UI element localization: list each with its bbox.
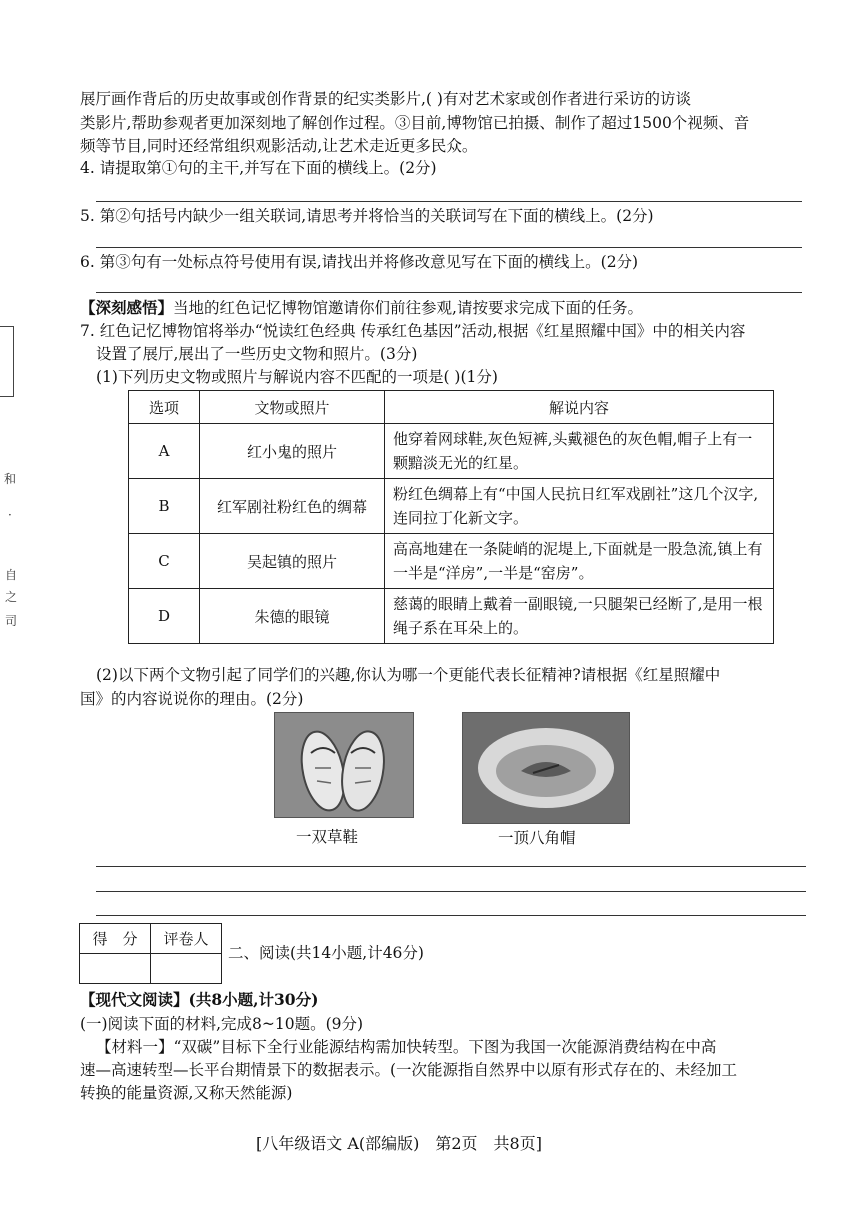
material-line: 类影片,帮助参观者更加深刻地了解创作过程。③目前,博物馆已拍摄、制作了超过1500个视频、音	[80, 114, 750, 132]
material-one-line: 速—高速转型—长平台期情景下的数据表示。(一次能源指自然界中以原有形式存在的、未经加工	[80, 1061, 738, 1079]
question-5: 5. 第②句括号内缺少一组关联词,请思考并将恰当的关联词写在下面的横线上。(2分)	[80, 207, 654, 225]
section-tag: 【深刻感悟】	[80, 298, 174, 317]
table-row	[129, 424, 774, 479]
artifact-name: 吴起镇的照片	[200, 534, 385, 589]
artifact-description: 慈蔼的眼睛上戴着一副眼镜,一只腿架已经断了,是用一根绳子系在耳朵上的。	[385, 589, 774, 644]
part-2-heading: 二、阅读(共14小题,计46分)	[228, 944, 424, 962]
table-row	[129, 589, 774, 644]
table-header: 文物或照片	[200, 391, 385, 424]
modern-reading-heading: 【现代文阅读】(共8小题,计30分)	[80, 990, 319, 1009]
section-text: 当地的红色记忆博物馆邀请你们前往参观,请按要求完成下面的任务。	[173, 299, 643, 317]
binding-line	[13, 326, 14, 396]
octagonal-cap-photo	[462, 712, 630, 824]
subsection-heading: (一)阅读下面的材料,完成8~10题。(9分)	[80, 1015, 364, 1033]
artifact-name: 朱德的眼镜	[200, 589, 385, 644]
grader-label: 评卷人	[151, 924, 222, 954]
page-footer: [八年级语文 A(部编版) 第2页 共8页]	[256, 1134, 542, 1153]
question-4: 4. 请提取第①句的主干,并写在下面的横线上。(2分)	[80, 159, 437, 177]
artifact-name: 红小鬼的照片	[200, 424, 385, 479]
question-7-sub2-cont: 国》的内容说说你的理由。(2分)	[80, 690, 304, 708]
margin-mark: 司	[5, 614, 18, 628]
straw-sandals-photo	[274, 712, 414, 818]
question-6: 6. 第③句有一处标点符号使用有误,请找出并将修改意见写在下面的横线上。(2分)	[80, 253, 639, 271]
table-header-row	[129, 391, 774, 424]
table-row	[129, 479, 774, 534]
octagonal-cap-icon	[463, 713, 629, 823]
section-heading	[80, 297, 643, 319]
binding-line	[0, 396, 14, 397]
question-7: 7. 红色记忆博物馆将举办“悦读红色经典 传承红色基因”活动,根据《红星照耀中国》中的相关内容	[80, 322, 746, 340]
margin-mark: 之	[5, 590, 18, 604]
score-box	[79, 923, 222, 984]
margin-mark: 自	[5, 568, 18, 582]
artifact-table	[128, 390, 774, 644]
artifact-description: 他穿着网球鞋,灰色短裤,头戴褪色的灰色帽,帽子上有一颗黯淡无光的红星。	[385, 424, 774, 479]
artifact-description: 高高地建在一条陡峭的泥堤上,下面就是一股急流,镇上有一半是“洋房”,一半是“窑房”。	[385, 534, 774, 589]
answer-line[interactable]	[96, 247, 802, 248]
question-7-cont: 设置了展厅,展出了一些历史文物和照片。(3分)	[96, 345, 418, 363]
artifact-description: 粉红色绸幕上有“中国人民抗日红军戏剧社”这几个汉字,连同拉丁化新文字。	[385, 479, 774, 534]
margin-mark: 和	[4, 472, 17, 486]
option-letter: A	[129, 424, 200, 479]
straw-sandals-icon	[275, 713, 413, 817]
table-header: 选项	[129, 391, 200, 424]
answer-line[interactable]	[96, 866, 806, 867]
option-letter: C	[129, 534, 200, 589]
grader-cell[interactable]	[151, 954, 222, 984]
answer-line[interactable]	[96, 915, 806, 916]
margin-mark: ·	[8, 508, 12, 522]
score-label: 得 分	[80, 924, 151, 954]
photo-caption: 一双草鞋	[296, 828, 359, 846]
question-7-sub1: (1)下列历史文物或照片与解说内容不匹配的一项是( )(1分)	[96, 368, 498, 386]
artifact-name: 红军剧社粉红色的绸幕	[200, 479, 385, 534]
answer-line[interactable]	[96, 891, 806, 892]
question-7-sub2: (2)以下两个文物引起了同学们的兴趣,你认为哪一个更能代表长征精神?请根据《红星照耀中	[96, 666, 721, 684]
table-row	[129, 534, 774, 589]
table-header: 解说内容	[385, 391, 774, 424]
material-line: 展厅画作背后的历史故事或创作背景的纪实类影片,( )有对艺术家或创作者进行采访的访谈	[80, 90, 691, 108]
answer-line[interactable]	[96, 201, 802, 202]
score-cell[interactable]	[80, 954, 151, 984]
material-one-line: 转换的能量资源,又称天然能源)	[80, 1084, 293, 1102]
option-letter: B	[129, 479, 200, 534]
binding-line	[0, 326, 14, 327]
photo-caption: 一顶八角帽	[498, 829, 576, 847]
option-letter: D	[129, 589, 200, 644]
material-one-line: 【材料一】“双碳”目标下全行业能源结构需加快转型。下图为我国一次能源消费结构在中高	[96, 1038, 717, 1056]
answer-line[interactable]	[96, 292, 802, 293]
material-line: 频等节目,同时还经常组织观影活动,让艺术走近更多民众。	[80, 137, 478, 155]
